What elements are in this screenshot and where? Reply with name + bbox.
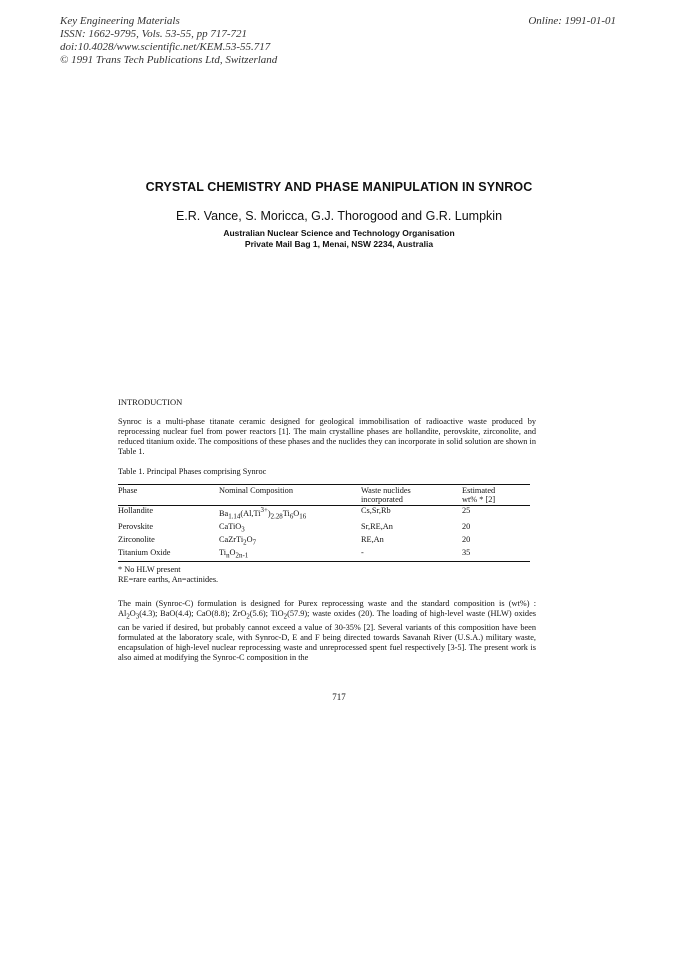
author-list: E.R. Vance, S. Moricca, G.J. Thorogood and G.R. Lumpkin	[175, 209, 503, 223]
cell-wt: 20	[462, 521, 471, 531]
cell-composition: $Ba_{1.14}(Al,Ti^{3+})_{2.28}Ti_6O_{16}$	[219, 507, 307, 521]
table-row	[118, 535, 530, 548]
cell-wt: 25	[462, 506, 471, 515]
intro-paragraph: Synroc is a multi-phase titanate ceramic designed for geological immobilisation of radioactive waste produced by reprocessing nuclear fuel from power reactors [1]. The main crystalline phases are hollandite, perovskite, zirconolite, and reduced titanium oxide. The compositions of these phases and the nuclides they can incorporate in solid solution are shown in Table 1.	[118, 417, 536, 456]
doi-line: doi:10.4028/www.scientific.net/KEM.53-55.717	[60, 41, 271, 53]
table-row	[118, 506, 530, 522]
cell-composition: $Ti_nO_{2n-1}$	[219, 548, 249, 560]
affiliation-line-2: Private Mail Bag 1, Menai, NSW 2234, Australia	[244, 239, 434, 249]
phases-table	[118, 484, 530, 562]
paper-title: CRYSTAL CHEMISTRY AND PHASE MANIPULATION IN SYNROC	[145, 180, 533, 194]
table-notes	[118, 565, 218, 585]
col-header-phase: Phase	[118, 486, 138, 495]
section-heading-introduction: INTRODUCTION	[118, 397, 183, 407]
col-header-nuclides	[361, 485, 462, 506]
table-row	[118, 522, 530, 535]
col-header-nuclides-line2: incorporated	[361, 495, 403, 504]
affiliation-line-1: Australian Nuclear Science and Technology Organisation	[223, 228, 455, 238]
cell-phase: Zirconolite	[118, 535, 155, 545]
cell-wt: 35	[462, 548, 471, 558]
copyright-line: © 1991 Trans Tech Publications Ltd, Switzerland	[60, 54, 278, 66]
cell-phase: Hollandite	[118, 506, 154, 515]
table-header-row	[118, 485, 530, 506]
col-header-wt-line2: wt% * [2]	[462, 495, 496, 504]
journal-name: Key Engineering Materials	[60, 15, 180, 27]
cell-composition: $CaZrTi_2O_7$	[219, 535, 257, 547]
cell-nuclides: RE,An	[361, 535, 384, 545]
note-line-1: * No HLW present	[118, 565, 181, 574]
col-header-composition: Nominal Composition	[219, 486, 293, 495]
note-line-2: RE=rare earths, An=actinides.	[118, 575, 219, 584]
cell-wt: 20	[462, 535, 471, 545]
cell-nuclides: -	[361, 548, 364, 558]
cell-composition: CaTiO$_3$	[219, 521, 245, 534]
table-caption: Table 1. Principal Phases comprising Synroc	[118, 467, 267, 476]
online-date: Online: 1991-01-01	[528, 15, 616, 27]
journal-header	[60, 15, 277, 67]
col-header-wt-line1: Estimated	[462, 486, 496, 495]
cell-phase: Titanium Oxide	[118, 548, 171, 558]
table-row	[118, 548, 530, 562]
affiliation	[0, 228, 678, 250]
cell-phase: Perovskite	[118, 521, 154, 531]
issn-line: ISSN: 1662-9795, Vols. 53-55, pp 717-721	[60, 28, 247, 40]
body-paragraph-2: The main (Synroc-C) formulation is designed for Purex reprocessing waste and the standard composition is (wt%) : $Al_2O_3(4.3)$; BaO(4.4); CaO(8.8); ZrO$_2$(5.6); TiO$_2$(57.9); waste oxides (20). The loading of high-level waste (HLW) oxides can be varied if desired, but probably cannot exceed a value of 30-35% [2]. Several variants of this composition have been formulated at the laboratory scale, with Synroc-D, E and F being directed towards Savanah River (U.S.A.) military waste, encapsulation of high-level nuclear reprocessing waste and unreprocessed spent fuel respectively [3-5]. The present work is also aimed at modifying the Synroc-C composition in the	[118, 599, 536, 662]
col-header-nuclides-line1: Waste nuclides	[361, 486, 411, 495]
cell-nuclides: Cs,Sr,Rb	[361, 506, 391, 515]
cell-nuclides: Sr,RE,An	[361, 521, 393, 531]
col-header-wt	[462, 485, 530, 506]
page-number: 717	[332, 692, 346, 702]
